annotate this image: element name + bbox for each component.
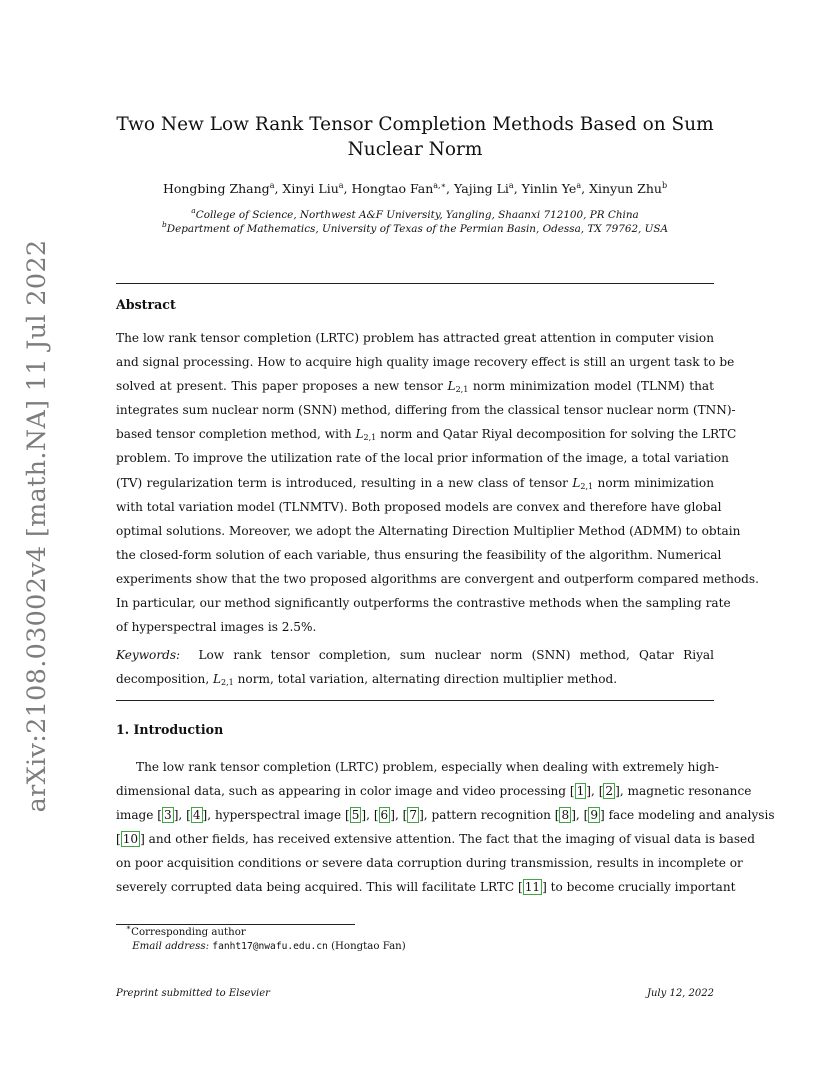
arxiv-sidebar [22,239,52,813]
introduction-line: The low rank tensor completion (LRTC) problem, especially when dealing with extremely high- [136,760,719,774]
abstract-line: experiments show that the two proposed algorithms are convergent and outperform compared methods. [116,571,759,586]
citation-link[interactable]: 9 [590,808,599,823]
title-line-1: Two New Low Rank Tensor Completion Methods Based on Sum [116,114,714,135]
introduction-line: dimensional data, such as appearing in color image and video processing [ 1 ], [ 2 ], magnetic resonance [116,784,752,799]
abstract-line: In particular, our method significantly outperforms the contrastive methods when the sampling rate [116,596,731,611]
citation-link[interactable]: 4 [192,808,201,823]
introduction-heading: 1. Introduction [116,722,224,737]
keywords [116,643,714,691]
abstract-line: integrates sum nuclear norm (SNN) method, differing from the classical tensor nuclear norm (TNN)- [116,403,736,418]
author-list [116,180,714,198]
email-owner: (Hongtao Fan) [331,940,406,952]
corresponding-author-label: Corresponding author [131,927,246,938]
introduction-body [116,755,775,900]
keywords-text-1: Low rank tensor completion, sum nuclear norm (SNN) method, Qatar Riyal [198,648,714,662]
citation-link[interactable]: 2 [605,784,614,799]
abstract-body [116,326,759,639]
author-name: Yinlin Ye$^a$, [521,181,590,196]
author-name: Xinyi Liu$^a$, [282,181,352,196]
footer-date: July 12, 2022 [646,988,714,999]
introduction-line: [ 10 ] and other fields, has received extensive attention. The fact that the imaging of visual data is based [116,832,755,847]
abstract-line: based tensor completion method, with $L_{2,1}$ norm and Qatar Riyal decomposition for solving the LRTC [116,427,737,443]
footnote-corresponding [116,923,406,940]
citation-link[interactable]: 7 [409,808,418,823]
author-name: Yajing Li$^a$, [453,181,522,196]
introduction-line: severely corrupted data being acquired. This will facilitate LRTC [ 11 ] to become crucially important [116,880,736,895]
bottom-rule [116,700,714,701]
affiliation: $^b$Department of Mathematics, University of Texas of the Permian Basin, Odessa, TX 79762, USA [161,220,669,235]
email-label: Email address: [132,940,210,952]
citation-link[interactable]: 1 [576,784,585,799]
footer-preprint: Preprint submitted to Elsevier [116,988,270,999]
citation-link[interactable]: 5 [351,808,360,823]
footnote [116,923,406,953]
abstract-heading: Abstract [116,297,176,312]
footnote-mark: ∗ [125,923,132,932]
paper-title [116,112,714,162]
keywords-label: Keywords: [116,648,181,662]
author-name: Xinyun Zhu$^b$ [589,181,668,196]
footnote-rule [116,924,355,925]
footnote-email-line [116,940,406,954]
citation-link[interactable]: 8 [561,808,570,823]
abstract-line: problem. To improve the utilization rate of the local prior information of the image, a total variation [116,451,729,466]
arxiv-identifier: arXiv:2108.03002v4 [math.NA] 11 Jul 2022 [22,239,52,813]
abstract-line: with total variation model (TLNMTV). Both proposed models are convex and therefore have global [116,499,722,514]
introduction-line: on poor acquisition conditions or severe data corruption during transmission, results in incomplete or [116,856,743,871]
email-address[interactable]: fanht17@nwafu.edu.cn [212,940,328,952]
citation-link[interactable]: 10 [122,832,139,847]
keywords-line-1 [116,643,714,667]
abstract-line: optimal solutions. Moreover, we adopt the Alternating Direction Multiplier Method (ADMM) to obtain [116,523,741,538]
citation-link[interactable]: 6 [380,808,389,823]
abstract-line: (TV) regularization term is introduced, resulting in a new class of tensor $L_{2,1}$ norm minimization [116,475,714,491]
affiliation: $^a$College of Science, Northwest A&F University, Yangling, Shaanxi 712100, PR China [191,206,639,221]
top-rule [116,283,714,284]
introduction-line: image [ 3 ], [ 4 ], hyperspectral image [ 5 ], [ 6 ], [ 7 ], pattern recognition [ 8 ], [ 9 ] face modeling and analysis [116,808,775,823]
title-line-2: Nuclear Norm [347,139,483,160]
author-name: Hongbing Zhang$^a$, [162,181,283,196]
abstract-line: and signal processing. How to acquire high quality image recovery effect is still an urgent task to be [116,355,735,370]
abstract-line: the closed-form solution of each variable, thus ensuring the feasibility of the algorithm. Numerical [116,547,722,562]
affiliation-list [116,208,714,236]
abstract-line: of hyperspectral images is 2.5%. [116,620,317,635]
citation-link[interactable]: 3 [164,808,172,823]
abstract-line: The low rank tensor completion (LRTC) problem has attracted great attention in computer vision [116,331,714,345]
abstract-line: solved at present. This paper proposes a new tensor $L_{2,1}$ norm minimization model (TLNM) that [116,379,714,395]
author-name: Hongtao Fan$^{a,∗}$, [351,181,454,196]
keywords-line-2: decomposition, $L_{2,1}$ norm, total variation, alternating direction multiplier method. [116,672,618,688]
citation-link[interactable]: 11 [524,880,541,895]
